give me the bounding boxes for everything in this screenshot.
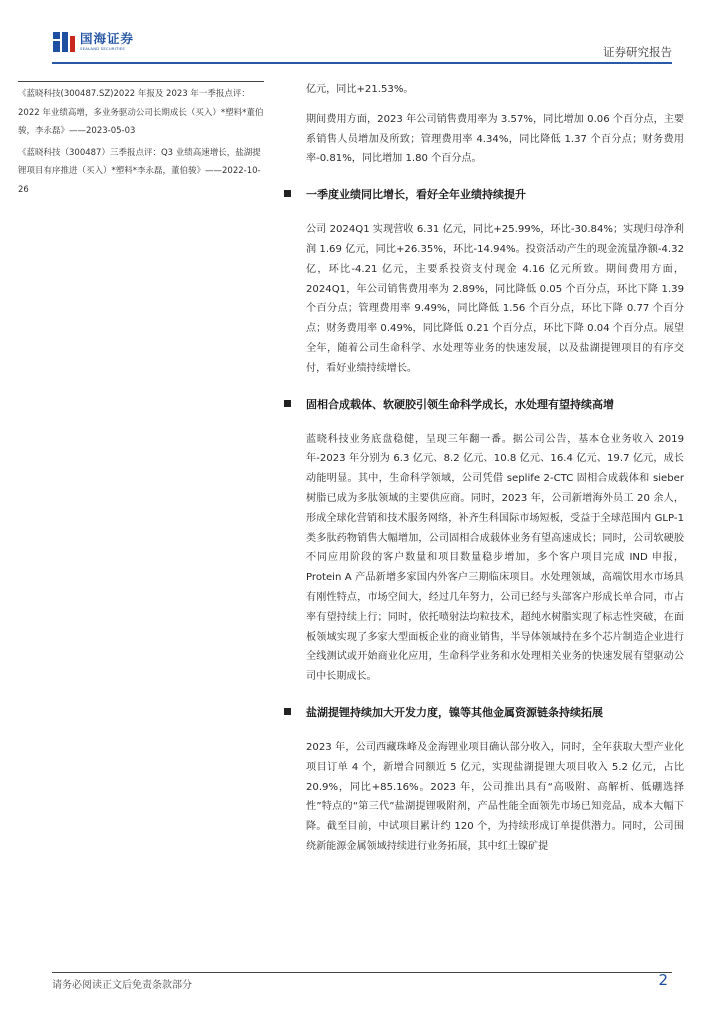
related-report-2: 《蓝晓科技（300487）三季报点评：Q3 业绩高速增长，盐湖提锂项目有序推进（买入）*塑料*李永磊，董伯骏》——2022-10-26 [18,147,261,195]
brand-logo [52,30,134,54]
footer-disclaimer: 请务必阅读正文后免责条款部分 [52,980,192,991]
paragraph-q1-results: 公司 2024Q1 实现营收 6.31 亿元，同比+25.99%，环比-30.84%；实现归母净利润 1.69 亿元，同比+26.35%，环比-14.94%。投资活动产生的现金流量净额-4.32 亿，环比-4.21 亿元，主要系投资支付现金 4.16 亿元所致。期间费用方面，2024Q1，年公司销售费用率为 2.89%，同比降低 0.05 个百分点，环比下降 1.39 个百分点；管理费用率 9.49%，同比降低 1.56 个百分点，环比下降 0.77 个百分点；财务费用率 0.49%，同比降低 0.21 个百分点，环比下降 0.04 个百分点。展望全年，随着公司生命科学、水处理等业务的快速发展，以及盐湖提锂项目的有序交付，看好业绩持续增长。 [306,224,684,374]
brand-name-en: SEALAND SECURITIES [80,46,126,52]
footer-divider [52,972,672,973]
section-heading-lithium-text: 盐湖提锂持续加大开发力度，镍等其他金属资源链条持续拓展 [306,705,603,719]
section-heading-q1-text: 一季度业绩同比增长，看好全年业绩持续提升 [306,188,526,202]
header-divider [52,62,672,64]
related-reports [18,81,264,202]
report-type: 证券研究报告 [603,45,672,59]
section-heading-life-science [306,396,684,412]
related-report-1: 《蓝晓科技(300487.SZ)2022 年报及 2023 年一季报点评：2022 年业绩高增，多业务驱动公司长期成长（买入）*塑料*董伯骏，李永磊》——2023-05-03 [18,89,264,136]
paragraph-life-science: 蓝晓科技业务底盘稳健，呈现三年翻一番。据公司公告，基本仓业务收入 2019 年-2023 年分别为 6.3 亿元、8.2 亿元、10.8 亿元、16.4 亿元、19.7 亿元，成长动能明显。其中，生命科学领域，公司凭借 seplife 2-CTC 固相合成载体和 sieber 树脂已成为多肽领域的主要供应商。同时，2023 年，公司新增海外员工 20 余人，形成全球化营销和技术服务网络，补齐生科国际市场短板，受益于全球范围内 GLP-1 类多肽药物销售大幅增加，公司固相合成载体业务有望高速成长；同时，公司软硬胶不同应用阶段的客户数量和项目数量稳步增加，多个客户项目完成 IND 申报，Protein A 产品新增多家国内外客户三期临床项目。水处理领域，高端饮用水市场具有刚性特点，市场空间大，经过几年努力，公司已经与头部客户形成长单合同，市占率有望持续上行；同时，依托喷射法均粒技术，超纯水树脂实现了标志性突破，在面板领域实现了多家大型面板企业的商业销售，半导体领域持在多个芯片制造企业进行全线测试或开始商业化应用，生命科学业务和水处理相关业务的快速发展有望驱动公司中长期成长。 [306,433,684,683]
sidebar-divider [18,81,264,82]
square-bullet-icon [284,190,291,197]
section-heading-life-science-text: 固相合成载体、软硬胶引领生命科学成长，水处理有望持续高增 [306,397,614,411]
brand-name-cn: 国海证券 [80,30,135,46]
sealand-logo-icon [52,30,76,54]
paragraph-lithium: 2023 年，公司西藏珠峰及金海锂业项目确认部分收入，同时，全年获取大型产业化项目订单 4 个，新增合同额近 5 亿元，实现盐湖提锂大项目收入 5.2 亿元，占比 20.9%，同比+85.16%。2023 年，公司推出具有“高吸附、高解析、低硼选择性”特点的“第三代”盐湖提锂吸附剂，产品性能全面领先市场已知竞品，成本大幅下降。截至目前，中试项目累计约 120 个，为持续形成订单提供潜力。同时，公司围绕新能源金属领域持续进行业务拓展，其中红土镍矿提 [306,741,684,852]
square-bullet-icon [284,708,291,715]
section-heading-lithium [306,704,684,720]
square-bullet-icon [284,400,291,407]
main-body [306,80,684,857]
section-heading-q1 [306,186,684,202]
paragraph-continued: 亿元，同比+21.53%。 [306,84,414,95]
paragraph-expenses: 期间费用方面，2023 年公司销售费用率为 3.57%，同比增加 0.06 个百分点，主要系销售人员增加及所致；管理费用率 4.34%，同比降低 1.37 个百分点；财务费用率-0.81%，同比增加 1.80 个百分点。 [306,113,684,165]
page-number: 2 [658,971,668,989]
